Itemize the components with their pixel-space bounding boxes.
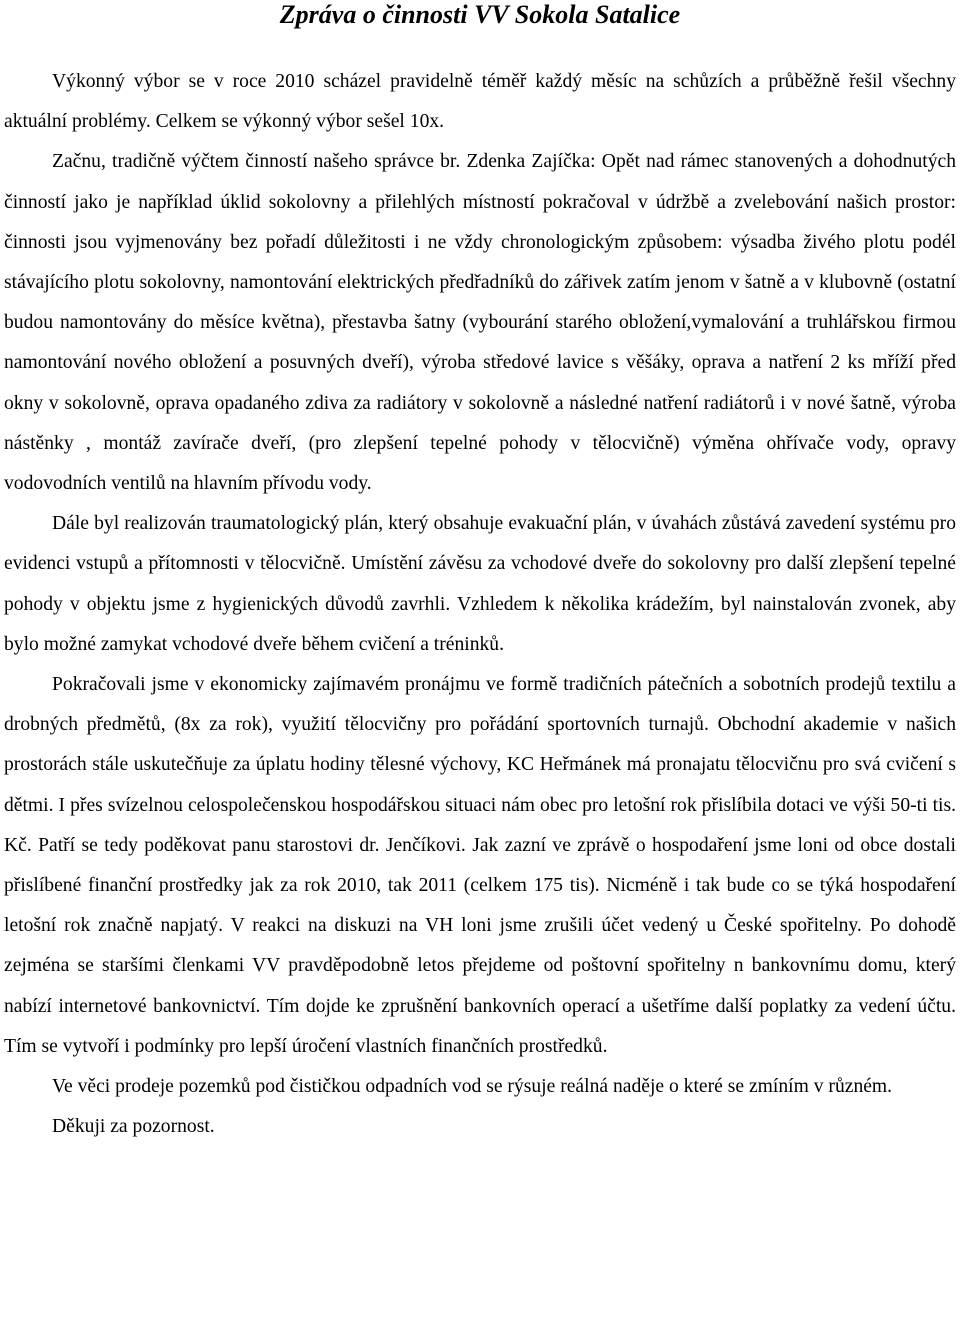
paragraph-safety-measures: Dále byl realizován traumatologický plán, který obsahuje evakuační plán, v úvahách zůstává zavedení systému pro evidenci vstupů a přítomnosti v tělocvičně. Umístění závěsu za vchodové dveře do sokolovny pro další zlepšení tepelné pohody v objektu jsme z hygienických důvodů zavrhli. Vzhledem k několika krádežím, byl nainstalován zvonek, aby bylo možné zamykat vchodové dveře během cvičení a tréninků.: [4, 513, 956, 655]
closing-thanks: Děkuji za pozornost.: [52, 1116, 215, 1138]
paragraph-land-sale: Ve věci prodeje pozemků pod čističkou odpadních vod se rýsuje reálná naděje o které se zmíním v různém.: [52, 1076, 893, 1098]
document-body: [4, 62, 956, 1147]
paragraph-committee-meetings: Výkonný výbor se v roce 2010 scházel pravidelně téměř každý měsíc na schůzích a průběžně řešil všechny aktuální problémy. Celkem se výkonný výbor sešel 10x.: [4, 71, 956, 133]
document-title: Zpráva o činnosti VV Sokola Satalice: [279, 0, 681, 29]
paragraph-caretaker-activities: Začnu, tradičně výčtem činností našeho správce br. Zdenka Zajíčka: Opět nad rámec stanovených a dohodnutých činností jako je například úklid sokolovny a přilehlých místností pokračoval v údržbě a zvelebování našich prostor: činnosti jsou vyjmenovány bez pořadí důležitosti i ne vždy chronologickým způsobem: výsadba živého plotu podél stávajícího plotu sokolovny, namontování elektrických předřadníků do zářivek zatím jenom v šatně a v klubovně (ostatní budou namontovány do měsíce května), přestavba šatny (vybourání starého obložení,vymalování a truhlářskou firmou namontování nového obložení a posuvných dveří), výroba středové lavice s věšáky, oprava a natření 2 ks mříží před okny v sokolovně, oprava opadaného zdiva za radiátory v sokolovně a následné natření radiátorů i v nové šatně, výroba nástěnky , montáž zavírače dveří, (pro zlepšení tepelné pohody v tělocvičně) výměna ohřívače vody, opravy vodovodních ventilů na hlavním přívodu vody.: [4, 151, 956, 495]
paragraph-economy: Pokračovali jsme v ekonomicky zajímavém pronájmu ve formě tradičních pátečních a sobotních prodejů textilu a drobných předmětů, (8x za rok), využití tělocvičny pro pořádání sportovních turnajů. Obchodní akademie v našich prostorách stále uskutečňuje za úplatu hodiny tělesné výchovy, KC Heřmánek má pronajatu tělocvičnu pro svá cvičení s dětmi. I přes svízelnou celospolečenskou hospodářskou situaci nám obec pro letošní rok přislíbila dotaci ve výši 50-ti tis. Kč. Patří se tedy poděkovat panu starostovi dr. Jenčíkovi. Jak zazní ve zprávě o hospodaření jsme loni od obce dostali přislíbené finanční prostředky jak za rok 2010, tak 2011 (celkem 175 tis). Nicméně i tak bude co se týká hospodaření letošní rok značně napjatý. V reakci na diskuzi na VH loni jsme zrušili účet vedený u České spořitelny. Po dohodě zejména se staršími členkami VV pravděpodobně letos přejdeme od poštovní spořitelny n bankovnímu domu, který nabízí internetové bankovnictví. Tím dojde ke zprušnění bankovních operací a ušetříme další poplatky za vedení účtu. Tím se vytvoří i podmínky pro lepší úročení vlastních finančních prostředků.: [4, 674, 956, 1057]
